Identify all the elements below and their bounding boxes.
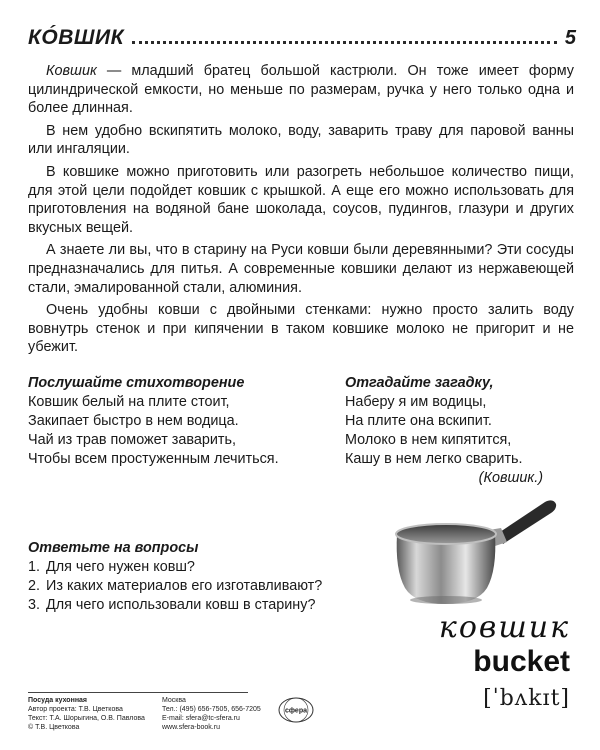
questions-heading: Ответьте на вопросы	[28, 540, 199, 556]
publisher-logo	[277, 696, 315, 724]
footer-author: Автор проекта: Т.В. Цветкова	[28, 706, 123, 713]
questions-block	[28, 539, 388, 615]
question-item	[28, 577, 388, 596]
saucepan-illustration	[385, 490, 565, 610]
riddle-line: Наберу я им водицы,	[345, 394, 487, 410]
riddle-line: Молоко в нем кипятится,	[345, 432, 512, 448]
intro-paragraph-2: В нем удобно вскипятить молоко, воду, заварить траву для паровой ванны или ингаляции.	[28, 122, 574, 158]
intro-paragraph-1	[28, 62, 574, 118]
footer-city: Москва	[162, 697, 186, 704]
poem-line: Закипает быстро в нем водица.	[28, 413, 239, 429]
intro-paragraph-3: В ковшике можно приготовить или разогреть небольшое количество пищи, для этой цели подойдет ковшик с крышкой. А еще его можно использовать для приготовления на водяной бане шоколада, соусов, пудингов, глазури и других вкусных вещей.	[28, 163, 574, 236]
footer-phone: Тел.: (495) 656-7505, 656-7205	[162, 706, 261, 713]
page-title: КÓВШИК	[28, 26, 124, 49]
questions-list	[28, 558, 388, 615]
intro-paragraph-5: Очень удобны ковши с двойными стенками: нужно просто залить воду вовнутрь стенок и при кипячении в таком ковшике молоко не пригорит и не убежит.	[28, 302, 574, 356]
intro-paragraph-1-text: — младший братец большой кастрюли. Он тоже имеет форму цилиндрической емкости, но меньше по размерам, ручка у него только одна и более длинная.	[28, 63, 574, 117]
footer-series: Посуда кухонная	[28, 697, 88, 704]
poem-line: Чай из трав поможет заварить,	[28, 432, 236, 448]
logo-text: сфера	[285, 707, 307, 715]
poem-line: Ковшик белый на плите стоит,	[28, 394, 230, 410]
footer-divider	[28, 692, 248, 693]
header-dotted-leader	[132, 40, 557, 44]
english-word: bucket	[473, 645, 570, 678]
poem-block	[28, 374, 328, 469]
intro-paragraph-4: А знаете ли вы, что в старину на Руси ковши были деревянными? Эти сосуды предназначались для питья. А современные ковшики делают из нержавеющей стали, эмалированной стали, алюминия.	[28, 242, 574, 296]
question-text: Для чего нужен ковш?	[46, 559, 195, 575]
question-number: 2.	[28, 578, 41, 594]
question-number: 3.	[28, 597, 41, 613]
footer-text-by: Текст: Т.А. Шорыгина, О.В. Павлова	[28, 715, 145, 722]
footer-credits	[28, 696, 168, 732]
riddle-answer: (Ковшик.)	[478, 470, 543, 486]
footer-site: www.sfera-book.ru	[162, 724, 220, 731]
question-text: Для чего использовали ковш в старину?	[46, 597, 316, 613]
footer-copyright: © Т.В. Цветкова	[28, 724, 80, 731]
question-item	[28, 558, 388, 577]
intro-text	[28, 62, 574, 361]
footer-contacts	[162, 696, 282, 732]
poem-line: Чтобы всем простуженным лечиться.	[28, 451, 279, 467]
riddle-line: Кашу в нем легко сварить.	[345, 451, 523, 467]
page-number: 5	[564, 27, 576, 49]
footer-email: E-mail: sfera@tc-sfera.ru	[162, 715, 240, 722]
riddle-heading: Отгадайте загадку,	[345, 375, 494, 391]
transcription: [ˈbʌkɪt]	[483, 686, 570, 711]
poem-heading: Послушайте стихотворение	[28, 375, 245, 391]
intro-term: Ковшик	[46, 63, 97, 79]
riddle-block	[345, 374, 575, 488]
riddle-line: На плите она вскипит.	[345, 413, 492, 429]
page-header	[28, 22, 576, 50]
question-text: Из каких материалов его изготавливают?	[46, 578, 323, 594]
question-number: 1.	[28, 559, 41, 575]
russian-word: ковшик	[438, 610, 570, 645]
question-item	[28, 596, 388, 615]
